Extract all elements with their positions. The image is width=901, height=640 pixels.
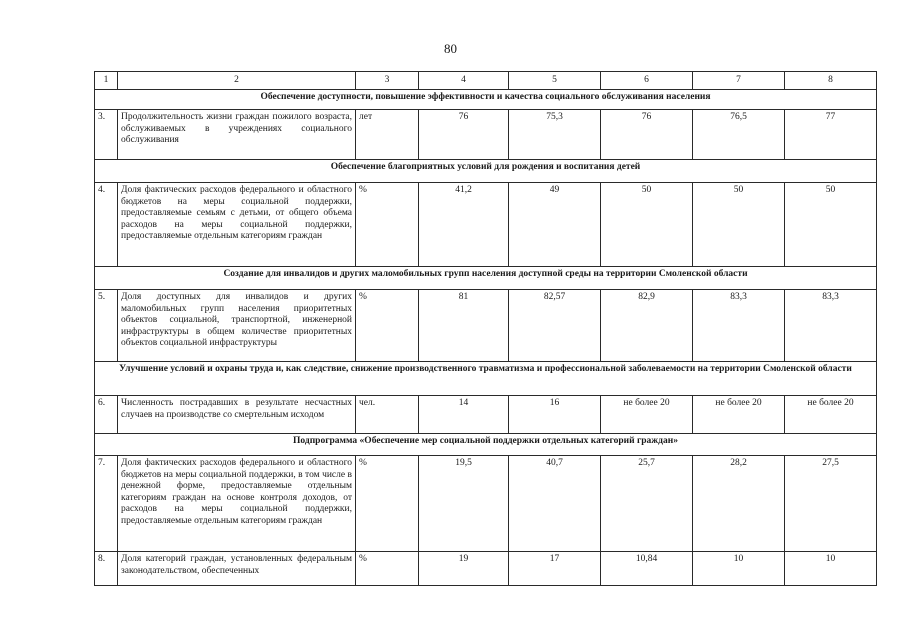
value-cell: 83,3 xyxy=(785,290,877,362)
section-row xyxy=(95,160,877,183)
value-cell: 41,2 xyxy=(419,183,509,267)
section-title: Создание для инвалидов и других маломобильных групп населения доступной среды на территории Смоленской области xyxy=(95,267,877,290)
header-cell: 7 xyxy=(693,72,785,90)
value-cell: 50 xyxy=(785,183,877,267)
header-cell: 8 xyxy=(785,72,877,90)
row-number: 5. xyxy=(95,290,118,362)
value-cell: 10 xyxy=(693,552,785,586)
row-number: 3. xyxy=(95,110,118,160)
value-cell: 82,57 xyxy=(509,290,601,362)
value-cell: 82,9 xyxy=(601,290,693,362)
unit-cell: % xyxy=(356,552,419,586)
value-cell: 83,3 xyxy=(693,290,785,362)
indicator-name: Доля категорий граждан, установленных федеральным законодательством, обеспеченных xyxy=(118,552,356,586)
value-cell: не более 20 xyxy=(785,396,877,434)
indicators-table xyxy=(94,71,877,586)
value-cell: 75,3 xyxy=(509,110,601,160)
table-row xyxy=(95,183,877,267)
value-cell: не более 20 xyxy=(693,396,785,434)
value-cell: 40,7 xyxy=(509,456,601,552)
value-cell: 25,7 xyxy=(601,456,693,552)
value-cell: 76 xyxy=(419,110,509,160)
value-cell: 16 xyxy=(509,396,601,434)
header-cell: 4 xyxy=(419,72,509,90)
value-cell: 76,5 xyxy=(693,110,785,160)
unit-cell: чел. xyxy=(356,396,419,434)
value-cell: 19 xyxy=(419,552,509,586)
value-cell: 77 xyxy=(785,110,877,160)
indicator-name: Доля доступных для инвалидов и других маломобильных групп населения приоритетных объектов социальной, транспортной, инженерной инфраструктуры в общем количестве приоритетных объектов социальной инфраструктуры xyxy=(118,290,356,362)
value-cell: 50 xyxy=(601,183,693,267)
section-row xyxy=(95,434,877,456)
row-number: 6. xyxy=(95,396,118,434)
value-cell: 76 xyxy=(601,110,693,160)
value-cell: 49 xyxy=(509,183,601,267)
value-cell: не более 20 xyxy=(601,396,693,434)
indicator-name: Численность пострадавших в результате несчастных случаев на производстве со смертельным исходом xyxy=(118,396,356,434)
row-number: 4. xyxy=(95,183,118,267)
value-cell: 27,5 xyxy=(785,456,877,552)
indicator-name: Доля фактических расходов федерального и областного бюджетов на меры социальной поддержки, предоставляемые семьям с детьми, от общего объема расходов на меры социальной поддержки, предоставляемые отдельным категориям граждан xyxy=(118,183,356,267)
header-cell: 6 xyxy=(601,72,693,90)
value-cell: 81 xyxy=(419,290,509,362)
value-cell: 28,2 xyxy=(693,456,785,552)
unit-cell: лет xyxy=(356,110,419,160)
page-number: 80 xyxy=(444,41,457,56)
unit-cell: % xyxy=(356,183,419,267)
section-title: Улучшение условий и охраны труда и, как следствие, снижение производственного травматизма и профессиональной заболеваемости на территории Смоленской области xyxy=(95,362,877,396)
indicator-name: Продолжительность жизни граждан пожилого возраста, обслуживаемых в учреждениях социального обслуживания xyxy=(118,110,356,160)
header-cell: 2 xyxy=(118,72,356,90)
row-number: 7. xyxy=(95,456,118,552)
table-header-row xyxy=(95,72,877,90)
header-cell: 5 xyxy=(509,72,601,90)
table-row xyxy=(95,290,877,362)
table-row xyxy=(95,552,877,586)
section-row xyxy=(95,362,877,396)
unit-cell: % xyxy=(356,456,419,552)
unit-cell: % xyxy=(356,290,419,362)
row-number: 8. xyxy=(95,552,118,586)
table-row xyxy=(95,396,877,434)
header-cell: 1 xyxy=(95,72,118,90)
value-cell: 14 xyxy=(419,396,509,434)
table-row xyxy=(95,456,877,552)
indicator-name: Доля фактических расходов федерального и областного бюджетов на меры социальной поддержки, в том числе в денежной форме, предоставляемые отдельным категориям граждан на основе контроля доходов, от расходов на меры социальной поддержки, предоставляемые отдельным категориям граждан xyxy=(118,456,356,552)
value-cell: 17 xyxy=(509,552,601,586)
section-row xyxy=(95,267,877,290)
section-title: Подпрограмма «Обеспечение мер социальной поддержки отдельных категорий граждан» xyxy=(95,434,877,456)
value-cell: 19,5 xyxy=(419,456,509,552)
section-title: Обеспечение благоприятных условий для рождения и воспитания детей xyxy=(95,160,877,183)
section-title: Обеспечение доступности, повышение эффективности и качества социального обслуживания населения xyxy=(95,90,877,110)
value-cell: 10 xyxy=(785,552,877,586)
header-cell: 3 xyxy=(356,72,419,90)
table-row xyxy=(95,110,877,160)
value-cell: 50 xyxy=(693,183,785,267)
value-cell: 10,84 xyxy=(601,552,693,586)
section-row xyxy=(95,90,877,110)
